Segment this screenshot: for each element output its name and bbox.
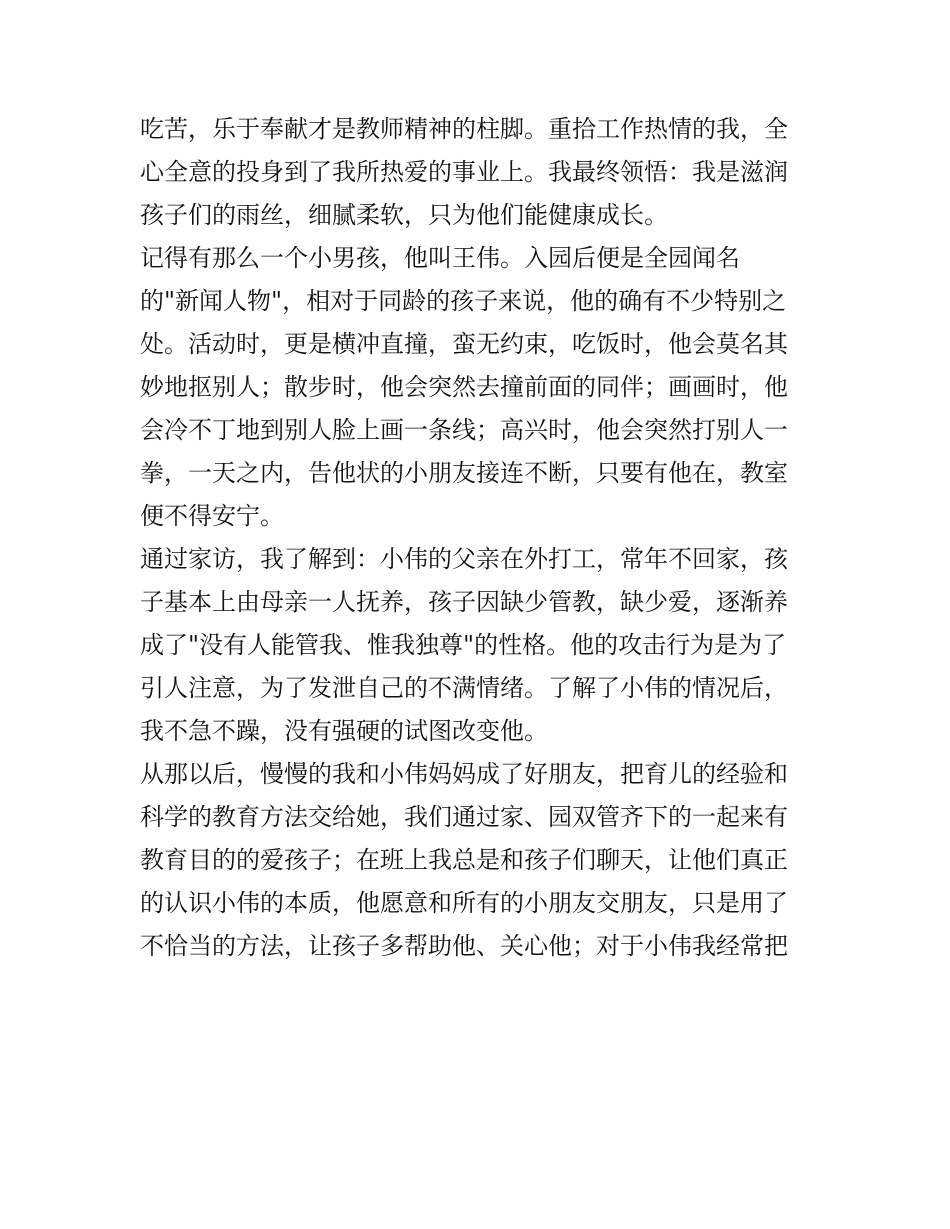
text-line: 我不急不躁，没有强硬的试图改变他。	[140, 717, 548, 745]
text-line: 引人注意，为了发泄自己的不满情绪。了解了小伟的情况后，	[140, 674, 788, 702]
text-line: 教育目的的爱孩子；在班上我总是和孩子们聊天，让他们真正	[140, 846, 788, 874]
text-line: 拳，一天之内，告他状的小朋友接连不断，只要有他在，教室	[140, 459, 788, 487]
text-line: 的认识小伟的本质，他愿意和所有的小朋友交朋友，只是用了	[140, 889, 788, 917]
text-line: 会冷不丁地到别人脸上画一条线；高兴时，他会突然打别人一	[140, 416, 788, 444]
paragraph-1	[140, 108, 820, 237]
text-line: 吃苦，乐于奉献才是教师精神的柱脚。重拾工作热情的我，全	[140, 115, 788, 143]
text-line: 从那以后，慢慢的我和小伟妈妈成了好朋友，把育儿的经验和	[140, 760, 788, 788]
text-line: 成了"没有人能管我、惟我独尊"的性格。他的攻击行为是为了	[140, 631, 787, 659]
text-line: 孩子们的雨丝，细腻柔软，只为他们能健康成长。	[140, 201, 668, 229]
text-line: 妙地抠别人；散步时，他会突然去撞前面的同伴；画画时，他	[140, 373, 788, 401]
text-line: 科学的教育方法交给她，我们通过家、园双管齐下的一起来有	[140, 803, 788, 831]
paragraph-2	[140, 237, 820, 538]
text-line: 心全意的投身到了我所热爱的事业上。我最终领悟：我是滋润	[140, 158, 788, 186]
text-line: 子基本上由母亲一人抚养，孩子因缺少管教，缺少爱，逐渐养	[140, 588, 788, 616]
paragraph-4	[140, 753, 820, 968]
text-line: 不恰当的方法，让孩子多帮助他、关心他；对于小伟我经常把	[140, 932, 788, 960]
text-line: 通过家访，我了解到：小伟的父亲在外打工，常年不回家，孩	[140, 545, 788, 573]
document-body	[140, 108, 820, 968]
text-line: 记得有那么一个小男孩，他叫王伟。入园后便是全园闻名	[140, 244, 740, 272]
text-line: 便不得安宁。	[140, 502, 284, 530]
text-line: 处。活动时，更是横冲直撞，蛮无约束，吃饭时，他会莫名其	[140, 330, 788, 358]
text-line: 的"新闻人物"，相对于同龄的孩子来说，他的确有不少特别之	[140, 287, 787, 315]
paragraph-3	[140, 538, 820, 753]
